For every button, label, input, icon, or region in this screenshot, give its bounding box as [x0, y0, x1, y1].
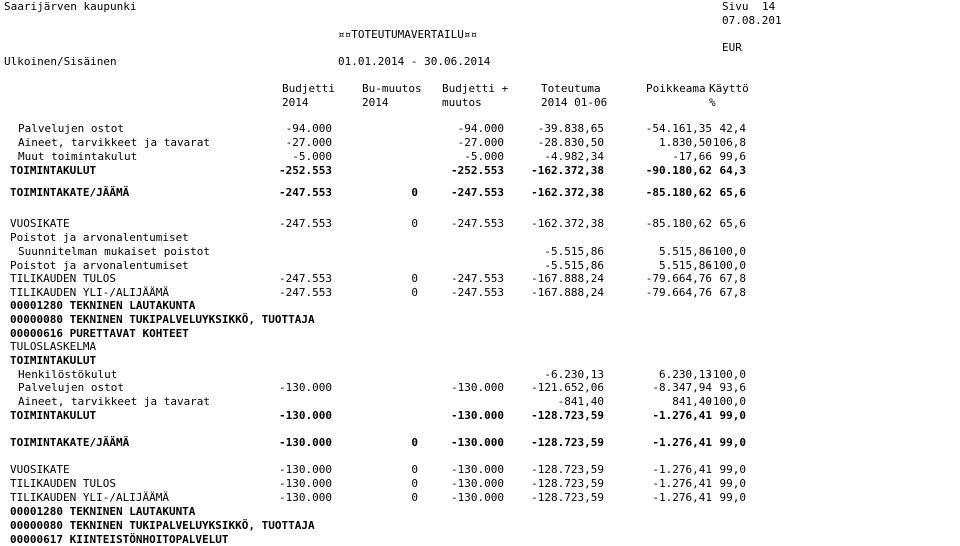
cell-poikkeama: -1.276,41: [652, 477, 712, 490]
row-label: TOIMINTAKATE/JÄÄMÄ: [10, 186, 130, 199]
cell-budjetti: -247.553: [279, 217, 332, 230]
col-header-kaytto: Käyttö: [709, 82, 749, 95]
cell-kaytto: 99,0: [719, 436, 746, 449]
cell-budjetti: -130.000: [279, 409, 332, 422]
cell-poikkeama: 6.230,13: [659, 368, 712, 381]
row-label: 00000617 KIINTEISTÖNHOITOPALVELUT: [10, 533, 229, 546]
col-header-budjetti: Budjetti: [282, 82, 335, 95]
row-label: Aineet, tarvikkeet ja tavarat: [18, 136, 211, 149]
col-header-bumuutos: Bu-muutos: [362, 82, 422, 95]
cell-kaytto: 99,0: [719, 491, 746, 504]
cell-kaytto: 93,6: [719, 381, 746, 394]
cell-kaytto: 65,6: [719, 217, 746, 230]
cell-poikkeama: -1.276,41: [652, 491, 712, 504]
cell-budjetti: -5.000: [292, 150, 332, 163]
cell-poikkeama: -79.664,76: [645, 272, 712, 285]
cell-poikkeama: -90.180,62: [645, 164, 712, 177]
cell-kaytto: 106,8: [712, 136, 746, 149]
col-header-toteutuma: Toteutuma: [541, 82, 601, 95]
row-label: 00000080 TEKNINEN TUKIPALVELUYKSIKKÖ, TUOTTAJA: [10, 519, 315, 532]
cell-budjettiplus: -130.000: [451, 477, 504, 490]
cell-kaytto: 99,0: [719, 477, 746, 490]
cell-budjetti: -130.000: [279, 477, 332, 490]
row-label: TOIMINTAKULUT: [10, 354, 97, 367]
cell-poikkeama: -85.180,62: [645, 217, 712, 230]
cell-bumuutos: 0: [411, 272, 418, 285]
cell-bumuutos: 0: [411, 186, 418, 199]
cell-poikkeama: 5.515,86: [659, 259, 712, 272]
cell-budjetti: -94.000: [285, 122, 332, 135]
cell-kaytto: 99,0: [719, 463, 746, 476]
cell-toteutuma: -162.372,38: [531, 186, 604, 199]
cell-kaytto: -100,0: [706, 259, 746, 272]
cell-poikkeama: -85.180,62: [645, 186, 712, 199]
row-label: Henkilöstökulut: [18, 368, 118, 381]
cell-kaytto: 67,8: [719, 272, 746, 285]
cell-poikkeama: -79.664,76: [645, 286, 712, 299]
cell-poikkeama: 5.515,86: [659, 245, 712, 258]
cell-poikkeama: 1.830,50: [659, 136, 712, 149]
cell-poikkeama: -1.276,41: [652, 409, 712, 422]
row-label: Poistot ja arvonalentumiset: [10, 231, 189, 244]
cell-budjetti: -247.553: [279, 286, 332, 299]
cell-budjetti: -130.000: [279, 381, 332, 394]
cell-bumuutos: 0: [411, 286, 418, 299]
cell-toteutuma: -5.515,86: [544, 245, 604, 258]
row-label: Aineet, tarvikkeet ja tavarat: [18, 395, 211, 408]
cell-toteutuma: -162.372,38: [531, 217, 604, 230]
cell-poikkeama: -1.276,41: [652, 436, 712, 449]
cell-budjettiplus: -130.000: [451, 463, 504, 476]
cell-budjettiplus: -130.000: [451, 381, 504, 394]
row-label: VUOSIKATE: [10, 217, 70, 230]
cell-toteutuma: -128.723,59: [531, 463, 604, 476]
cell-budjetti: -247.553: [279, 272, 332, 285]
cell-budjetti: -252.553: [279, 164, 332, 177]
cell-kaytto: -100,0: [706, 368, 746, 381]
row-label: TILIKAUDEN YLI-/ALIJÄÄMÄ: [10, 491, 169, 504]
cell-kaytto: 65,6: [719, 186, 746, 199]
cell-toteutuma: -128.723,59: [531, 436, 604, 449]
cell-toteutuma: -167.888,24: [531, 272, 604, 285]
cell-poikkeama: -8.347,94: [652, 381, 712, 394]
cell-kaytto: -100,0: [706, 395, 746, 408]
cell-kaytto: 99,0: [719, 409, 746, 422]
cell-poikkeama: -1.276,41: [652, 463, 712, 476]
row-label: TILIKAUDEN TULOS: [10, 272, 116, 285]
cell-kaytto: 64,3: [719, 164, 746, 177]
cell-toteutuma: -128.723,59: [531, 477, 604, 490]
organization-name: Saarijärven kaupunki: [4, 0, 137, 13]
col-header-bumuutos-year: 2014: [362, 96, 389, 109]
cell-budjettiplus: -247.553: [451, 272, 504, 285]
row-label: 00000616 PURETTAVAT KOHTEET: [10, 327, 189, 340]
col-header-budjettiplus-sub: muutos: [442, 96, 482, 109]
cell-budjetti: -27.000: [285, 136, 332, 149]
cell-bumuutos: 0: [411, 217, 418, 230]
cell-bumuutos: 0: [411, 436, 418, 449]
cell-toteutuma: -128.723,59: [531, 409, 604, 422]
cell-bumuutos: 0: [411, 477, 418, 490]
page-number: 14: [762, 0, 776, 13]
cell-budjetti: -247.553: [279, 186, 332, 199]
row-label: 00001280 TEKNINEN LAUTAKUNTA: [10, 299, 196, 312]
cell-toteutuma: -5.515,86: [544, 259, 604, 272]
col-header-budjettiplus: Budjetti +: [442, 82, 509, 95]
row-label: TOIMINTAKULUT: [10, 409, 97, 422]
cell-kaytto: -100,0: [706, 245, 746, 258]
cell-toteutuma: -841,40: [557, 395, 604, 408]
cell-toteutuma: -128.723,59: [531, 491, 604, 504]
cell-budjetti: -130.000: [279, 463, 332, 476]
row-label: 00001280 TEKNINEN LAUTAKUNTA: [10, 505, 196, 518]
col-header-toteutuma-period: 2014 01-06: [541, 96, 608, 109]
cell-budjettiplus: -94.000: [457, 122, 504, 135]
cell-budjetti: -130.000: [279, 491, 332, 504]
cell-budjettiplus: -247.553: [451, 186, 504, 199]
cell-kaytto: 99,6: [719, 150, 746, 163]
cell-budjettiplus: -130.000: [451, 491, 504, 504]
cell-budjettiplus: -247.553: [451, 286, 504, 299]
row-label: VUOSIKATE: [10, 463, 70, 476]
cell-poikkeama: -17,66: [672, 150, 712, 163]
cell-toteutuma: -121.652,06: [531, 381, 604, 394]
row-label: TOIMINTAKATE/JÄÄMÄ: [10, 436, 130, 449]
cell-budjettiplus: -252.553: [451, 164, 504, 177]
row-label: Suunnitelman mukaiset poistot: [18, 245, 211, 258]
cell-budjettiplus: -130.000: [451, 409, 504, 422]
cell-bumuutos: 0: [411, 463, 418, 476]
cell-budjettiplus: -27.000: [457, 136, 504, 149]
cell-toteutuma: -6.230,13: [544, 368, 604, 381]
currency: EUR: [722, 41, 742, 54]
row-label: Palvelujen ostot: [18, 381, 124, 394]
cell-toteutuma: -4.982,34: [544, 150, 604, 163]
row-label: TULOSLASKELMA: [10, 340, 97, 353]
page-label: Sivu: [722, 0, 749, 13]
row-label: TOIMINTAKULUT: [10, 164, 97, 177]
cell-bumuutos: 0: [411, 491, 418, 504]
cell-kaytto: 67,8: [719, 286, 746, 299]
row-label: Muut toimintakulut: [18, 150, 138, 163]
cell-toteutuma: -39.838,65: [537, 122, 604, 135]
cell-poikkeama: -54.161,35: [645, 122, 712, 135]
report-date: 07.08.201: [722, 14, 782, 27]
cell-budjetti: -130.000: [279, 436, 332, 449]
row-label: Palvelujen ostot: [18, 122, 124, 135]
cell-budjettiplus: -247.553: [451, 217, 504, 230]
cell-toteutuma: -167.888,24: [531, 286, 604, 299]
cell-budjettiplus: -130.000: [451, 436, 504, 449]
cell-budjettiplus: -5.000: [464, 150, 504, 163]
row-label: 00000080 TEKNINEN TUKIPALVELUYKSIKKÖ, TUOTTAJA: [10, 313, 315, 326]
report-period: 01.01.2014 - 30.06.2014: [338, 55, 491, 68]
row-label: Poistot ja arvonalentumiset: [10, 259, 189, 272]
row-label: TILIKAUDEN YLI-/ALIJÄÄMÄ: [10, 286, 169, 299]
col-header-poikkeama: Poikkeama: [646, 82, 706, 95]
cell-toteutuma: -28.830,50: [537, 136, 604, 149]
cell-toteutuma: -162.372,38: [531, 164, 604, 177]
col-header-kaytto-unit: %: [709, 96, 716, 109]
report-scope: Ulkoinen/Sisäinen: [4, 55, 117, 68]
cell-kaytto: 42,4: [719, 122, 746, 135]
col-header-budjetti-year: 2014: [282, 96, 309, 109]
report-title: ¤¤TOTEUTUMAVERTAILU¤¤: [338, 28, 478, 41]
row-label: TILIKAUDEN TULOS: [10, 477, 116, 490]
cell-poikkeama: 841,40: [672, 395, 712, 408]
